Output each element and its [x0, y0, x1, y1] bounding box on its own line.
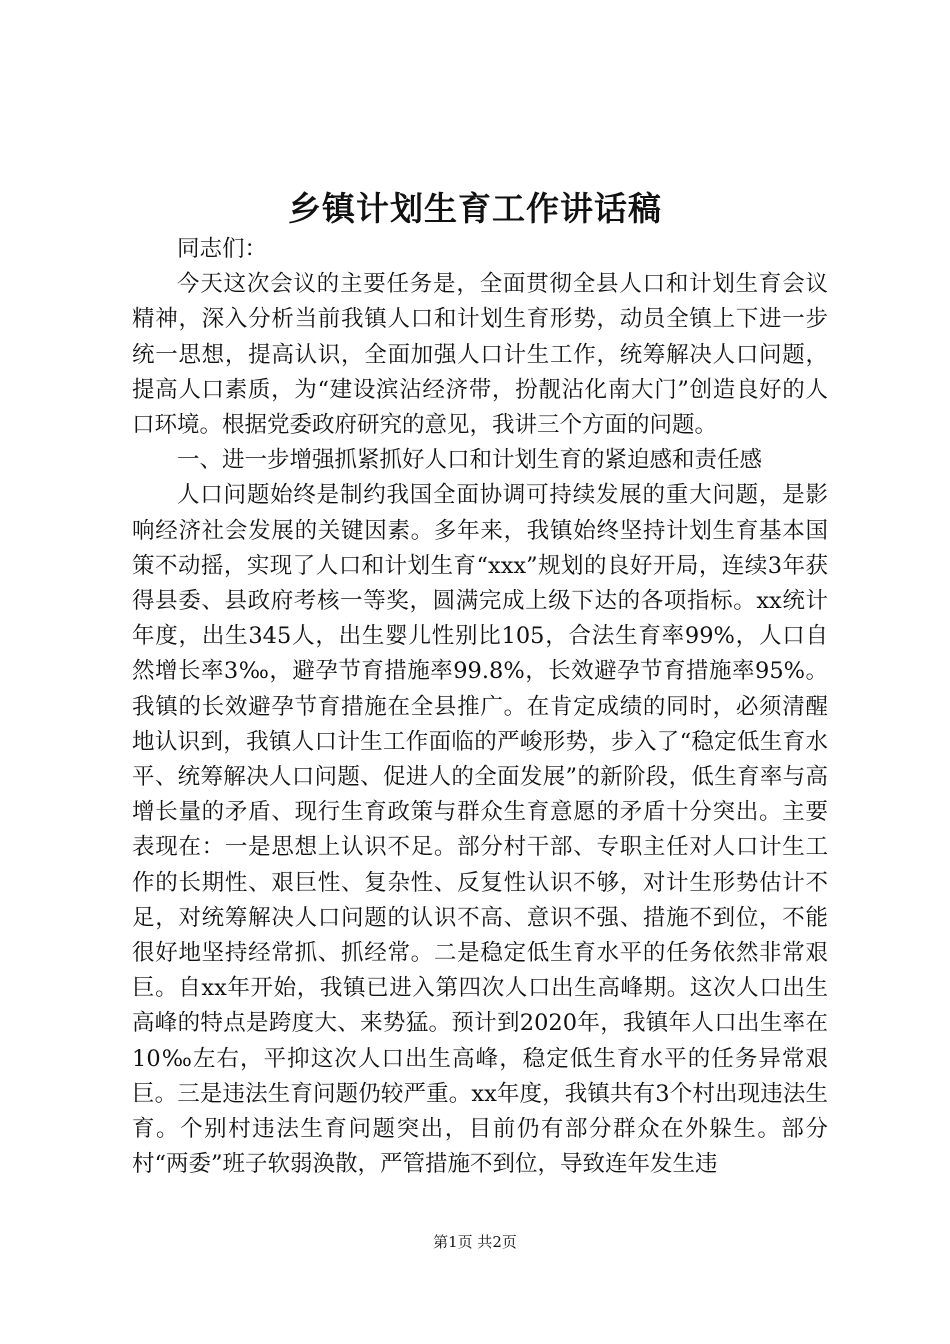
document-title: 乡镇计划生育工作讲话稿 — [288, 189, 662, 228]
page-footer: 第1页 共2页 — [433, 1233, 517, 1251]
document-body — [132, 232, 828, 1182]
section-heading: 一、进一步增强抓紧抓好人口和计划生育的紧迫感和责任感 — [177, 447, 763, 474]
salutation: 同志们： — [177, 236, 268, 262]
paragraph: 今天这次会议的主要任务是，全面贯彻全县人口和计划生育会议精神，深入分析当前我镇人口和计划生育形势，动员全镇上下进一步统一思想，提高认识，全面加强人口计生工作，统筹解决人口问题，提高人口素质，为“建设滨沾经济带，扮靓沾化南大门”创造良好的人口环境。根据党委政府研究的意见，我讲三个方面的问题。 — [132, 271, 828, 439]
paragraph: 人口问题始终是制约我国全面协调可持续发展的重大问题，是影响经济社会发展的关键因素。多年来，我镇始终坚持计划生育基本国策不动摇，实现了人口和计划生育“xxx”规划的良好开局，连续3年获得县委、县政府考核一等奖，圆满完成上级下达的各项指标。xx统计年度，出生345人，出生婴儿性别比105，合法生育率99%，人口自然增长率3‰，避孕节育措施率99.8%，长效避孕节育措施率95%。我镇的长效避孕节育措施在全县推广。在肯定成绩的同时，必须清醒地认识到，我镇人口计生工作面临的严峻形势，步入了“稳定低生育水平、统筹解决人口问题、促进人的全面发展”的新阶段，低生育率与高增长量的矛盾、现行生育政策与群众生育意愿的矛盾十分突出。主要表现在：一是思想上认识不足。部分村干部、专职主任对人口计生工作的长期性、艰巨性、复杂性、反复性认识不够，对计生形势估计不足，对统筹解决人口问题的认识不高、意识不强、措施不到位，不能很好地坚持经常抓、抓经常。二是稳定低生育水平的任务依然非常艰巨。自xx年开始，我镇已进入第四次人口出生高峰期。这次人口出生高峰的特点是跨度大、来势猛。预计到2020年，我镇年人口出生率在10‰左右，平抑这次人口出生高峰，稳定低生育水平的任务异常艰巨。三是违法生育问题仍较严重。xx年度，我镇共有3个村出现违法生育。个别村违法生育问题突出，目前仍有部分群众在外躲生。部分村“两委”班子软弱涣散，严管措施不到位，导致连年发生违 — [132, 482, 828, 1178]
